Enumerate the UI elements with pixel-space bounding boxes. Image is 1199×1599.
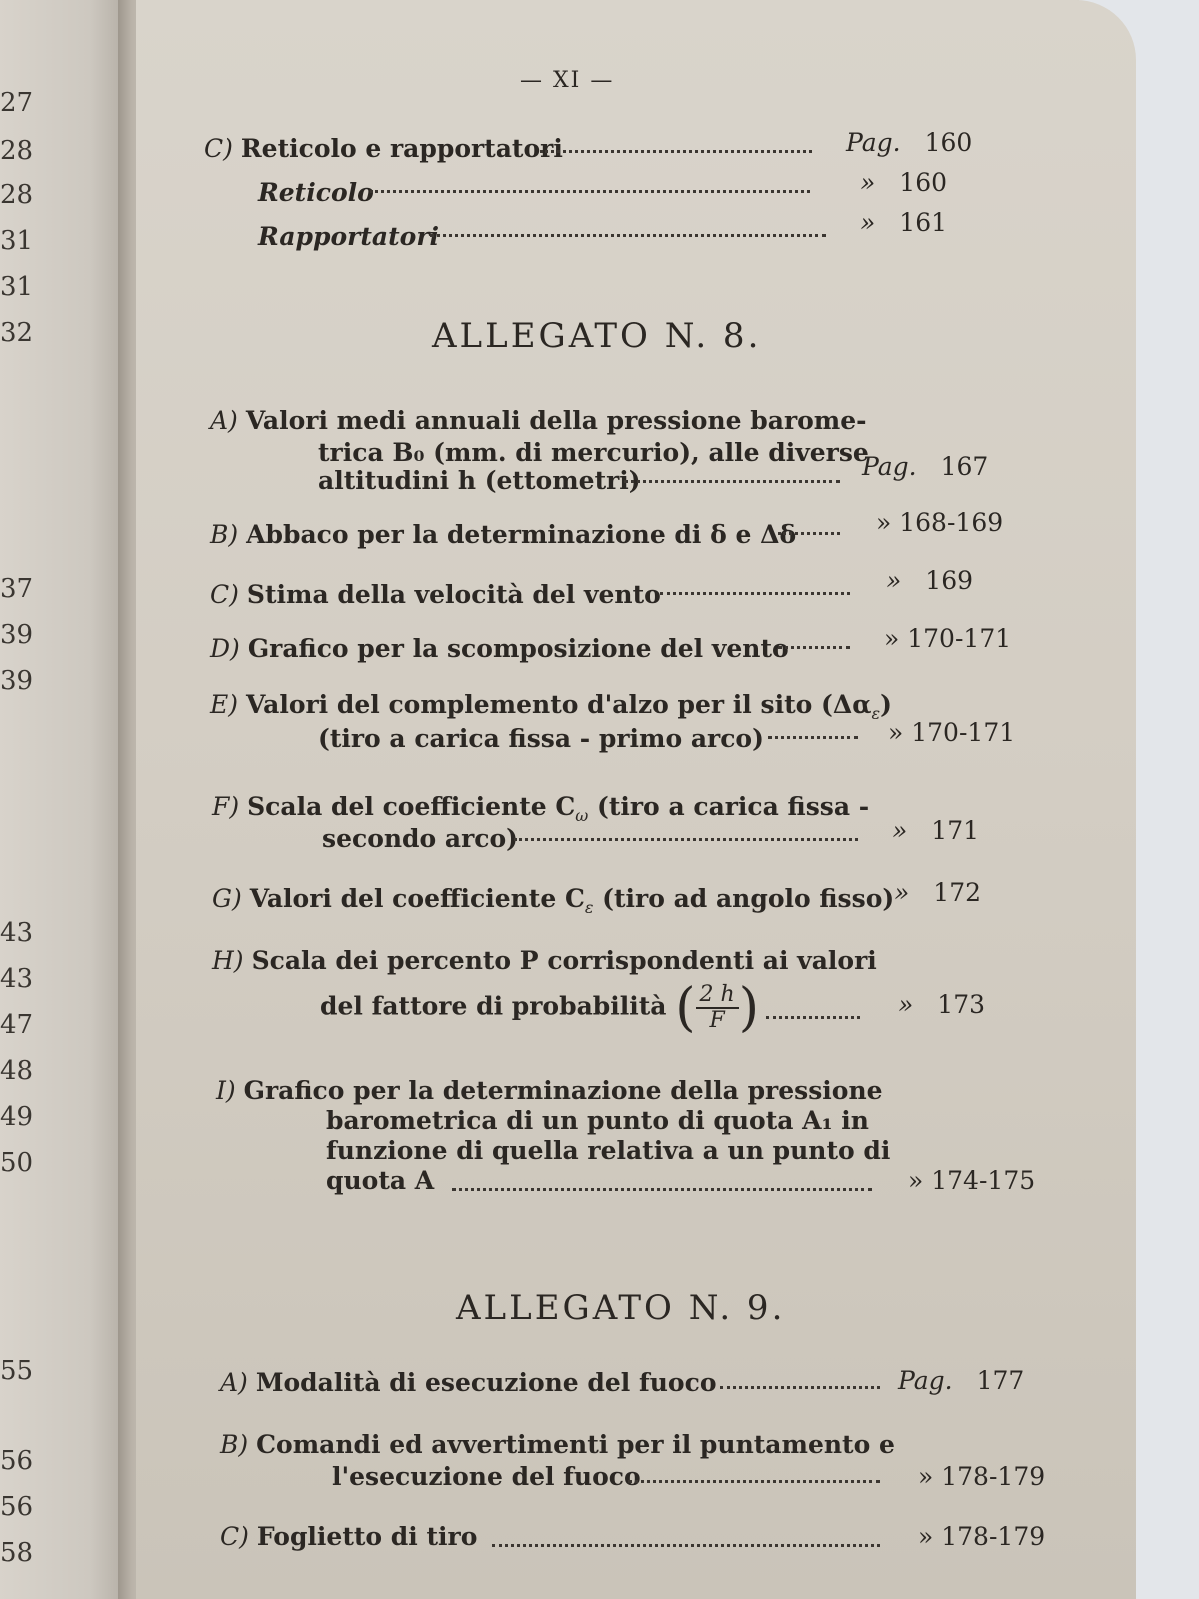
toc-entry	[212, 792, 869, 825]
entry-page	[894, 878, 981, 907]
entry-letter: D)	[210, 634, 240, 663]
fraction-denominator: F	[709, 1008, 725, 1033]
leader-dots	[660, 588, 850, 595]
left-number: 56	[0, 1492, 34, 1522]
toc-entry	[210, 406, 867, 435]
section-title: ALLEGATO N. 9.	[456, 1288, 786, 1328]
left-number: 55	[0, 1356, 34, 1386]
entry-continuation: altitudini h (ettometri)	[318, 466, 641, 495]
section-title: ALLEGATO N. 8.	[432, 316, 762, 356]
page-number: 169	[925, 566, 974, 595]
entry-page	[898, 1366, 1024, 1395]
toc-entry	[212, 946, 877, 975]
left-number: 31	[0, 272, 34, 302]
entry-text: Valori del complemento d'alzo per il sito (Δα	[246, 690, 872, 719]
entry-continuation: (tiro a carica fissa - primo arco)	[318, 724, 764, 753]
left-number: 31	[0, 226, 34, 256]
left-number: 32	[0, 318, 34, 348]
toc-entry	[220, 1368, 717, 1397]
toc-entry	[212, 884, 894, 917]
page-prefix: »	[898, 990, 914, 1019]
entry-page: » 168-169	[876, 508, 1004, 537]
leader-dots	[778, 642, 850, 649]
subscript: ω	[575, 806, 589, 825]
leader-dots	[720, 1382, 880, 1389]
page-number: 160	[924, 128, 973, 157]
left-number: 47	[0, 1010, 34, 1040]
page-prefix: Pag.	[898, 1366, 953, 1395]
toc-entry	[210, 634, 789, 663]
fraction-numerator: 2 h	[696, 983, 739, 1009]
toc-entry	[220, 1430, 895, 1459]
toc-entry	[220, 1522, 477, 1551]
page-prefix: »	[892, 816, 908, 845]
leader-dots	[452, 1184, 872, 1191]
page-prefix: »	[860, 168, 876, 197]
toc-entry	[210, 520, 796, 549]
page-prefix: »	[886, 566, 902, 595]
entry-letter: I)	[216, 1076, 236, 1105]
leader-dots	[430, 230, 826, 237]
left-number: 58	[0, 1538, 34, 1568]
entry-letter: C)	[204, 134, 233, 163]
entry-letter: A)	[210, 406, 238, 435]
entry-continuation: funzione di quella relativa a un punto di	[326, 1136, 891, 1165]
page-header: — XI —	[520, 68, 615, 93]
left-number: 56	[0, 1446, 34, 1476]
entry-text: Scala del coefficiente C	[247, 792, 576, 821]
entry-page: » 170-171	[888, 718, 1016, 747]
toc-entry	[210, 690, 892, 723]
entry-letter: G)	[212, 884, 242, 913]
entry-page	[860, 208, 947, 237]
entry-text: Grafico per la scomposizione del vento	[247, 634, 789, 663]
entry-text: Stima della velocità del vento	[246, 580, 661, 609]
leader-dots	[624, 476, 840, 483]
page-prefix: »	[860, 208, 876, 237]
entry-continuation: l'esecuzione del fuoco	[332, 1462, 641, 1491]
entry-page: » 178-179	[918, 1522, 1046, 1551]
entry-text: Grafico per la determinazione della pressione	[243, 1076, 883, 1105]
entry-continuation: barometrica di un punto di quota A₁ in	[326, 1106, 869, 1135]
entry-page: » 170-171	[884, 624, 1012, 653]
entry-text: Abbaco per la determinazione di δ e Δδ	[246, 520, 797, 549]
entry-letter: C)	[220, 1522, 249, 1551]
entry-text: Valori medi annuali della pressione barome-	[245, 406, 867, 435]
left-number: 48	[0, 1056, 34, 1086]
entry-continuation: trica B₀ (mm. di mercurio), alle diverse	[318, 438, 869, 467]
open-paren: (	[675, 978, 696, 1038]
entry-text: Modalità di esecuzione del fuoco	[255, 1368, 717, 1397]
left-number: 50	[0, 1148, 34, 1178]
page-number: 160	[899, 168, 948, 197]
close-paren: )	[738, 978, 759, 1038]
entry-page	[860, 168, 947, 197]
leader-dots	[540, 146, 812, 153]
entry-text-end: (tiro ad angolo fisso)	[602, 884, 895, 913]
page-number: 167	[940, 452, 989, 481]
leader-dots	[492, 1540, 880, 1547]
entry-page	[892, 816, 979, 845]
toc-subentry: Reticolo	[258, 178, 374, 207]
entry-page: » 174-175	[908, 1166, 1036, 1195]
entry-page	[846, 128, 972, 157]
left-number: 27	[0, 88, 34, 118]
entry-text: Scala dei percento P corrispondenti ai valori	[251, 946, 877, 975]
left-number: 39	[0, 620, 34, 650]
left-number: 43	[0, 964, 34, 994]
entry-page	[898, 990, 985, 1019]
subscript: ε	[871, 704, 881, 723]
leader-dots	[514, 834, 858, 841]
page-prefix: Pag.	[846, 128, 901, 157]
entry-letter: E)	[210, 690, 239, 719]
page-prefix: Pag.	[862, 452, 917, 481]
entry-continuation	[320, 978, 759, 1038]
entry-text: Valori del coefficiente C	[249, 884, 585, 913]
entry-letter: B)	[220, 1430, 249, 1459]
leader-dots	[766, 1012, 860, 1019]
entry-page: » 178-179	[918, 1462, 1046, 1491]
page-number: 173	[937, 990, 986, 1019]
entry-continuation: quota A	[326, 1166, 435, 1195]
entry-letter: F)	[212, 792, 240, 821]
page-number: 172	[933, 878, 982, 907]
page-number: 177	[976, 1366, 1025, 1395]
toc-subentry: Rapportatori	[258, 222, 439, 251]
toc-entry	[216, 1076, 883, 1105]
entry-text: Reticolo e rapportatori	[240, 134, 563, 163]
left-number: 28	[0, 180, 34, 210]
entry-page	[862, 452, 988, 481]
entry-letter: C)	[210, 580, 239, 609]
page-number: 171	[931, 816, 980, 845]
toc-entry	[210, 580, 661, 609]
entry-text: Comandi ed avvertimenti per il puntamento e	[256, 1430, 895, 1459]
leader-dots	[628, 1476, 880, 1483]
leader-dots	[768, 732, 858, 739]
left-number: 39	[0, 666, 34, 696]
entry-text: del fattore di probabilità	[320, 991, 667, 1021]
page-number: 161	[899, 208, 948, 237]
entry-continuation: secondo arco)	[322, 824, 519, 853]
toc-entry	[204, 134, 563, 163]
left-number: 28	[0, 136, 34, 166]
entry-letter: H)	[212, 946, 244, 975]
leader-dots	[370, 186, 810, 193]
entry-text-end: (tiro a carica fissa -	[597, 792, 870, 821]
leader-dots	[778, 528, 840, 535]
left-number: 37	[0, 574, 34, 604]
subscript: ε	[584, 898, 594, 917]
entry-letter: B)	[210, 520, 239, 549]
left-number: 49	[0, 1102, 34, 1132]
entry-letter: A)	[220, 1368, 248, 1397]
left-number: 43	[0, 918, 34, 948]
entry-text: Foglietto di tiro	[256, 1522, 478, 1551]
entry-page	[886, 566, 973, 595]
fraction	[696, 983, 739, 1033]
page-prefix: »	[894, 878, 910, 907]
entry-text-end: )	[880, 690, 892, 719]
